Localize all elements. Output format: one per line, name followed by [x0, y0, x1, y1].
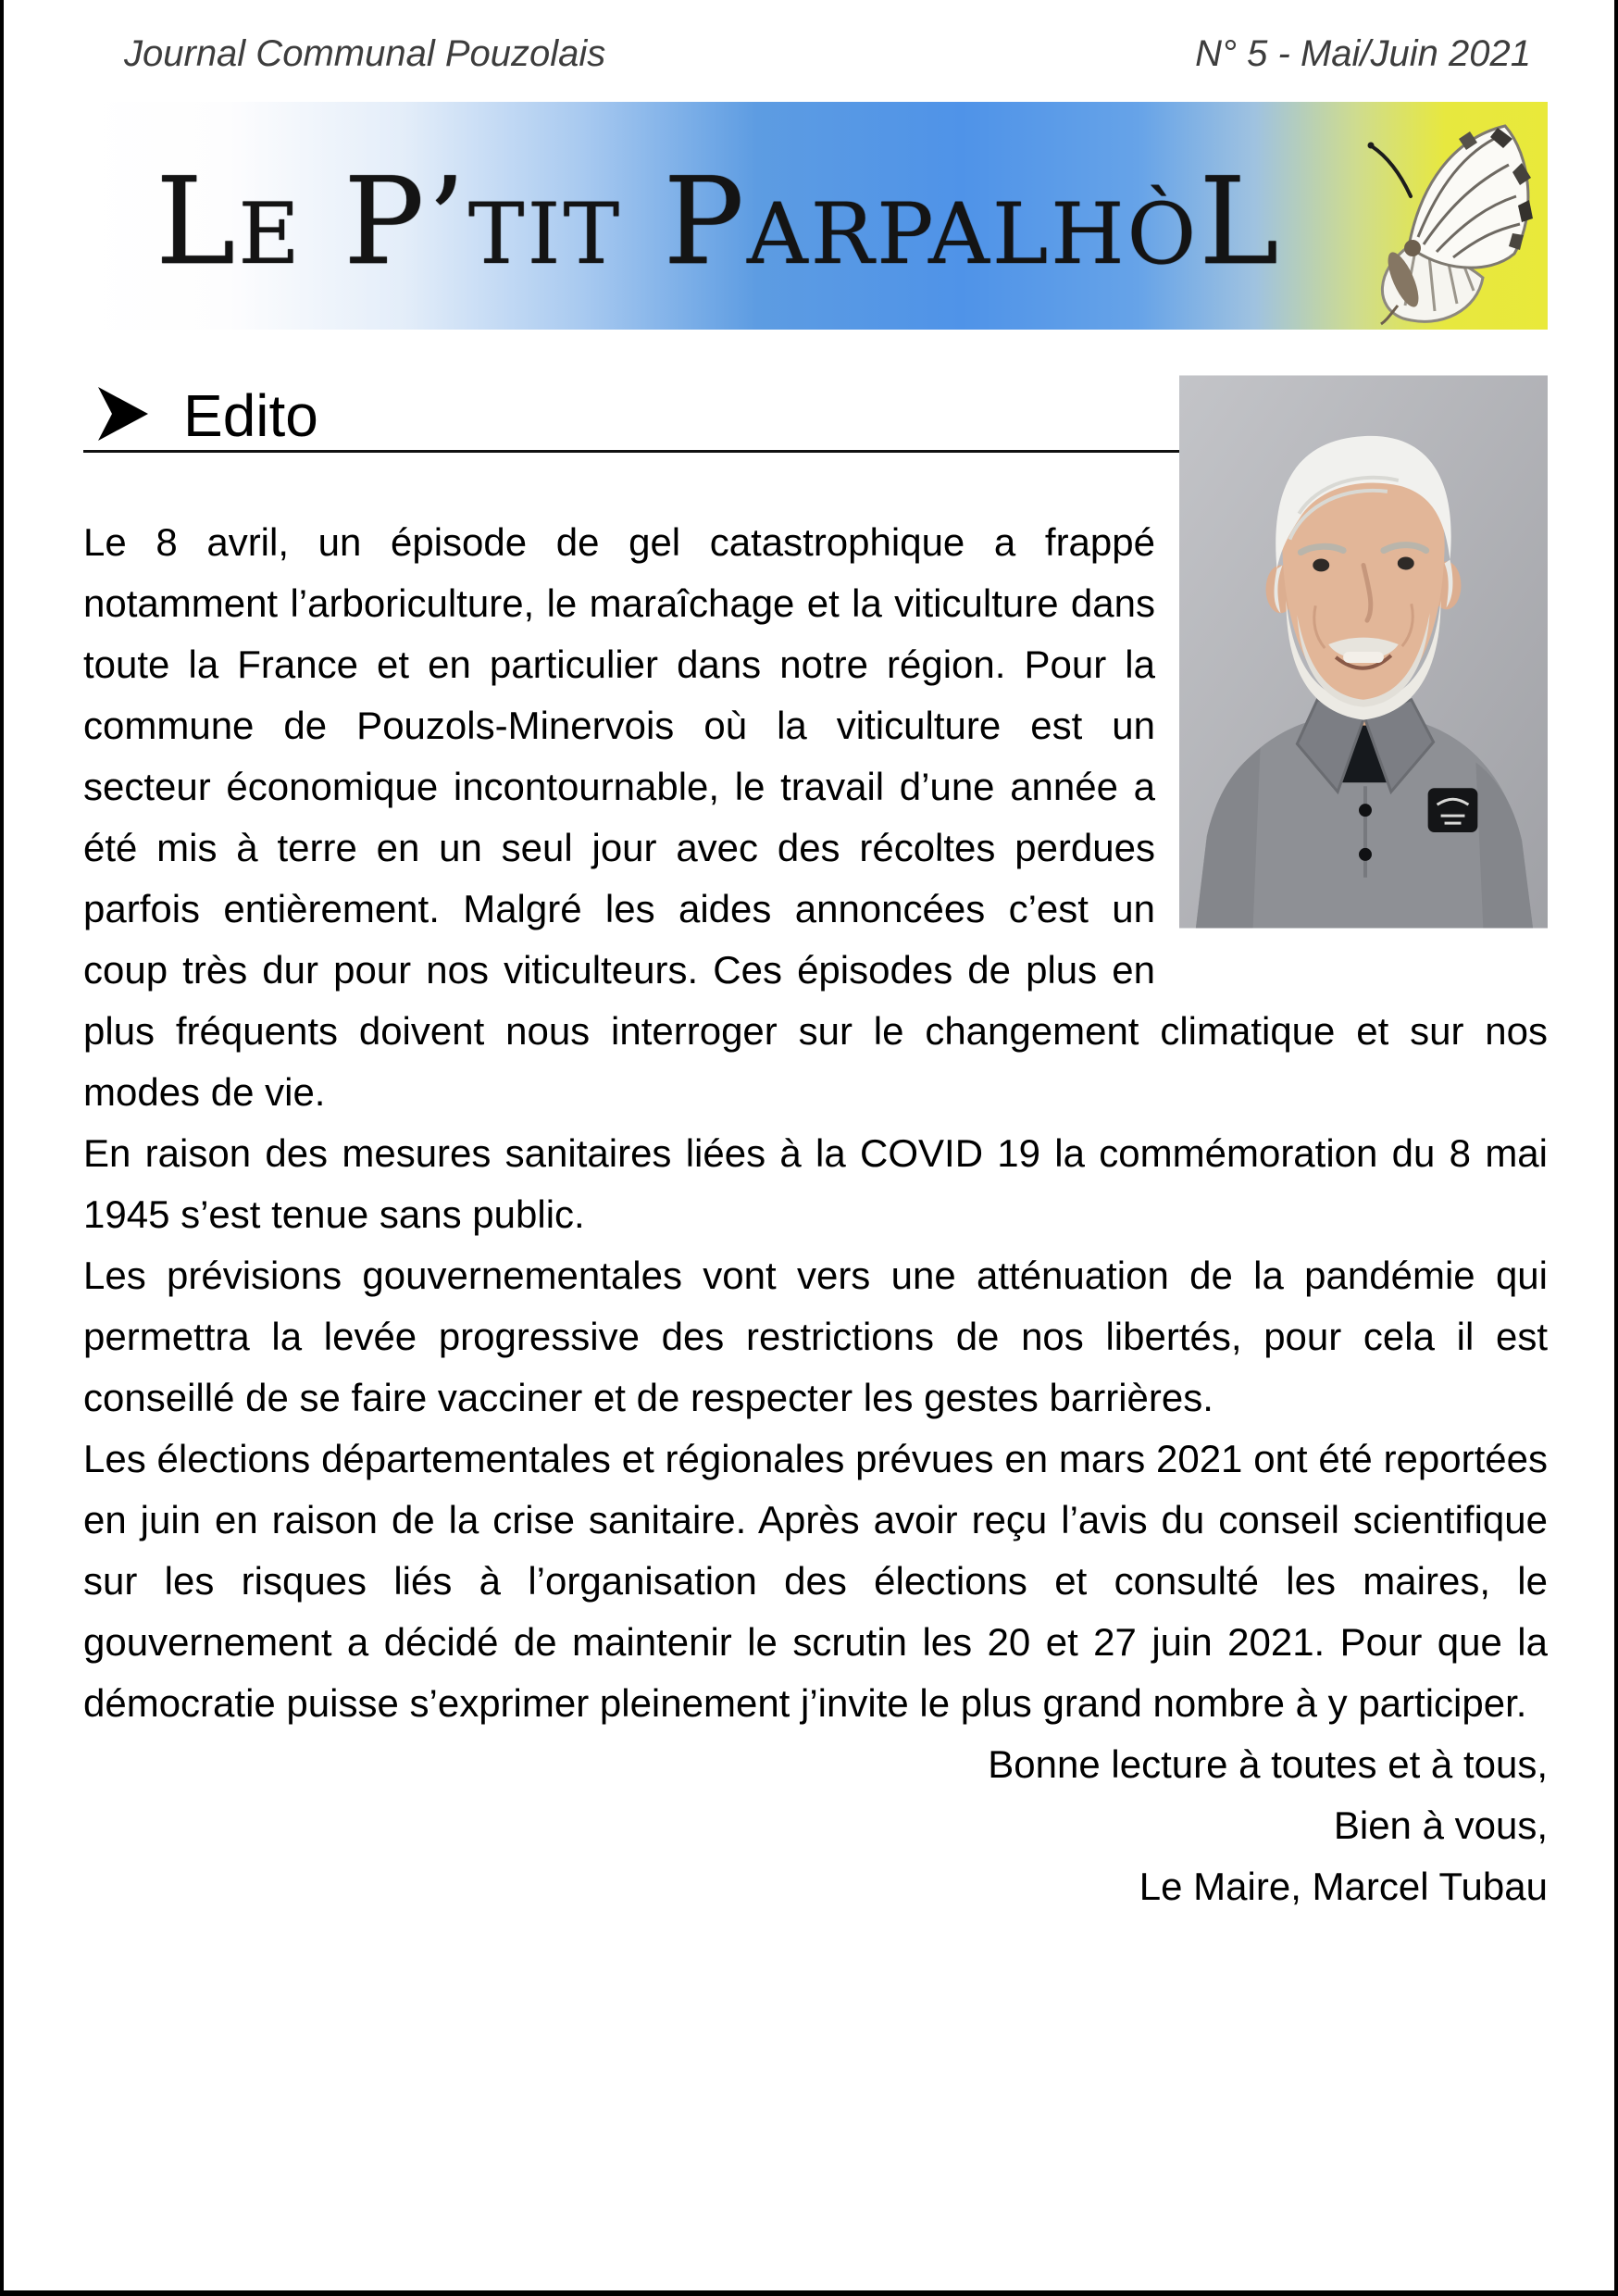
portrait-illustration [1179, 374, 1548, 930]
issue-number: N° 5 - Mai/Juin 2021 [1195, 33, 1531, 74]
edito-section [83, 381, 1548, 1917]
page-header [83, 33, 1548, 74]
edito-heading-label: Edito [183, 382, 318, 449]
edito-paragraph: Les élections départementales et régionales prévues en mars 2021 ont été reportées en juin en raison de la crise sanitaire. Après avoir reçu l’avis du conseil scientifique sur les risques liés à l’organisation des élections et consulté les maires, le gouvernement a décidé de maintenir le scrutin les 20 et 27 juin 2021. Pour que la démocratie puisse s’exprimer pleinement j’invite le plus grand nombre à y participer. [83, 1437, 1548, 1725]
butterfly-icon [1350, 107, 1546, 328]
closing-line: Bien à vous, [1333, 1803, 1548, 1847]
masthead-title-main: Le P’tit Parpalhò [156, 151, 1200, 293]
closing-line: Bonne lecture à toutes et à tous, [988, 1742, 1548, 1786]
journal-name: Journal Communal Pouzolais [124, 33, 606, 74]
mayor-portrait-photo [1179, 374, 1548, 930]
edito-paragraph: Les prévisions gouvernementales vont vers une atténuation de la pandémie qui permettra la levée progressive des restrictions de nos libertés, pour cela il est conseillé de se faire vacciner et de respecter les gestes barrières. [83, 1254, 1548, 1419]
right-arrowhead-icon [96, 386, 150, 442]
edito-paragraph: En raison des mesures sanitaires liées à la COVID 19 la commémoration du 8 mai 1945 s’est tenue sans public. [83, 1131, 1548, 1236]
masthead-title-final-letter: L [1199, 151, 1282, 293]
closing-line: Le Maire, Marcel Tubau [1139, 1865, 1548, 1908]
edito-paragraph: Le 8 avril, un épisode de gel catastrophique a frappé notamment l’arboriculture, le maraîchage et la viticulture dans toute la France et en particulier dans notre région. Pour la commune de Pouzols-Minervois où la viticulture est un secteur économique incontournable, le travail d’une année a été mis à terre en un seul jour avec des récoltes perdues parfois entièrement. Malgré les aides annoncées c’est un coup très dur pour nos viticulteurs. Ces épisodes de plus en plus fréquents doivent nous interroger sur le changement climatique et sur nos modes de vie. [83, 520, 1548, 1114]
masthead-banner [83, 102, 1548, 330]
closing-block [83, 1734, 1548, 1917]
masthead-title [156, 151, 1282, 292]
